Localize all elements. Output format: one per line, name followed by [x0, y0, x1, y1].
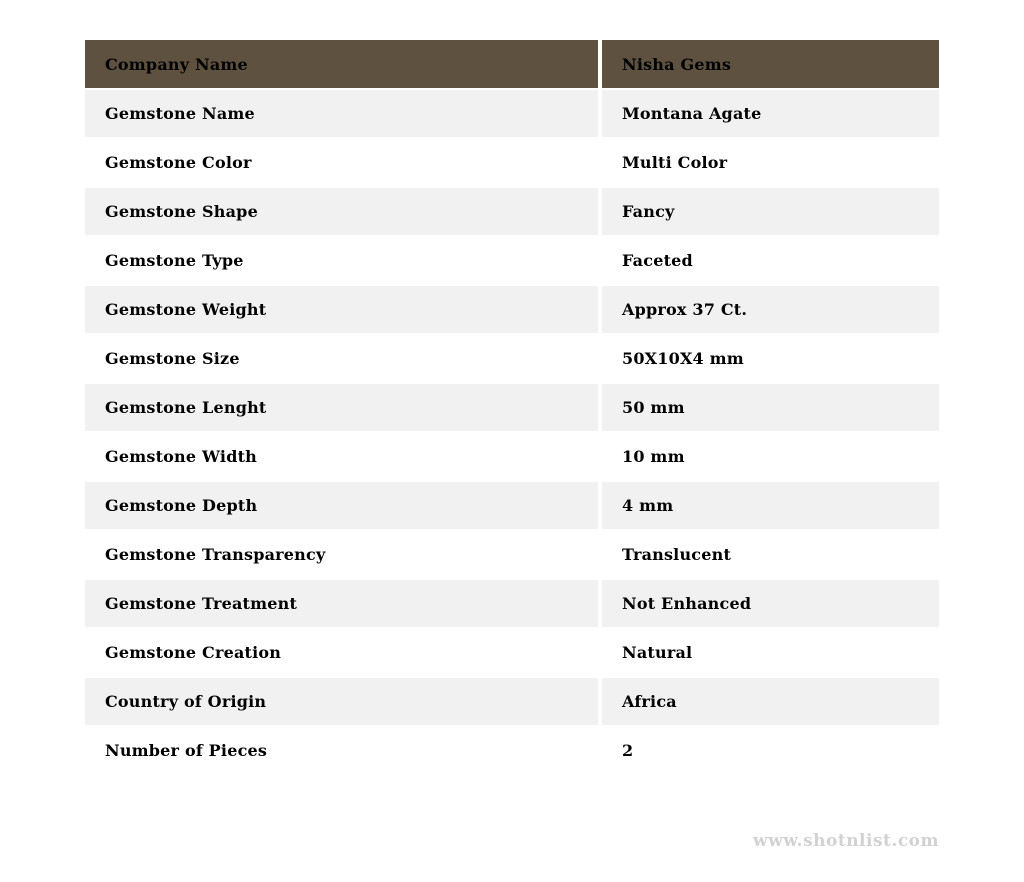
row-value: 10 mm: [600, 432, 939, 481]
row-label: Gemstone Name: [85, 89, 600, 138]
table-row: [85, 334, 939, 383]
row-label: Country of Origin: [85, 677, 600, 726]
header-label-company-name: Company Name: [85, 40, 600, 89]
row-value: Multi Color: [600, 138, 939, 187]
table-row: [85, 138, 939, 187]
row-value: Fancy: [600, 187, 939, 236]
gemstone-spec-table: [85, 40, 939, 776]
row-label: Gemstone Depth: [85, 481, 600, 530]
table-row: [85, 579, 939, 628]
table-row: [85, 187, 939, 236]
table-row: [85, 677, 939, 726]
table-row: [85, 530, 939, 579]
row-value: 4 mm: [600, 481, 939, 530]
table-row: [85, 285, 939, 334]
row-label: Gemstone Creation: [85, 628, 600, 677]
table-row: [85, 432, 939, 481]
row-label: Gemstone Weight: [85, 285, 600, 334]
site-watermark: www.shotnlist.com: [752, 831, 939, 851]
table-row: [85, 89, 939, 138]
row-value: Faceted: [600, 236, 939, 285]
row-value: Africa: [600, 677, 939, 726]
row-label: Gemstone Size: [85, 334, 600, 383]
table-row: [85, 628, 939, 677]
row-label: Gemstone Transparency: [85, 530, 600, 579]
table-row: [85, 383, 939, 432]
row-label: Gemstone Lenght: [85, 383, 600, 432]
row-value: Natural: [600, 628, 939, 677]
row-value: Approx 37 Ct.: [600, 285, 939, 334]
table-row: [85, 481, 939, 530]
header-value-company-name: Nisha Gems: [600, 40, 939, 89]
row-label: Gemstone Treatment: [85, 579, 600, 628]
row-value: 50X10X4 mm: [600, 334, 939, 383]
row-label: Gemstone Color: [85, 138, 600, 187]
row-value: Not Enhanced: [600, 579, 939, 628]
row-value: Montana Agate: [600, 89, 939, 138]
table-row: [85, 236, 939, 285]
row-value: Translucent: [600, 530, 939, 579]
table-row: [85, 726, 939, 775]
row-value: 2: [600, 726, 939, 775]
table-header-row: [85, 40, 939, 89]
row-label: Gemstone Shape: [85, 187, 600, 236]
row-label: Gemstone Width: [85, 432, 600, 481]
row-label: Number of Pieces: [85, 726, 600, 775]
row-value: 50 mm: [600, 383, 939, 432]
row-label: Gemstone Type: [85, 236, 600, 285]
